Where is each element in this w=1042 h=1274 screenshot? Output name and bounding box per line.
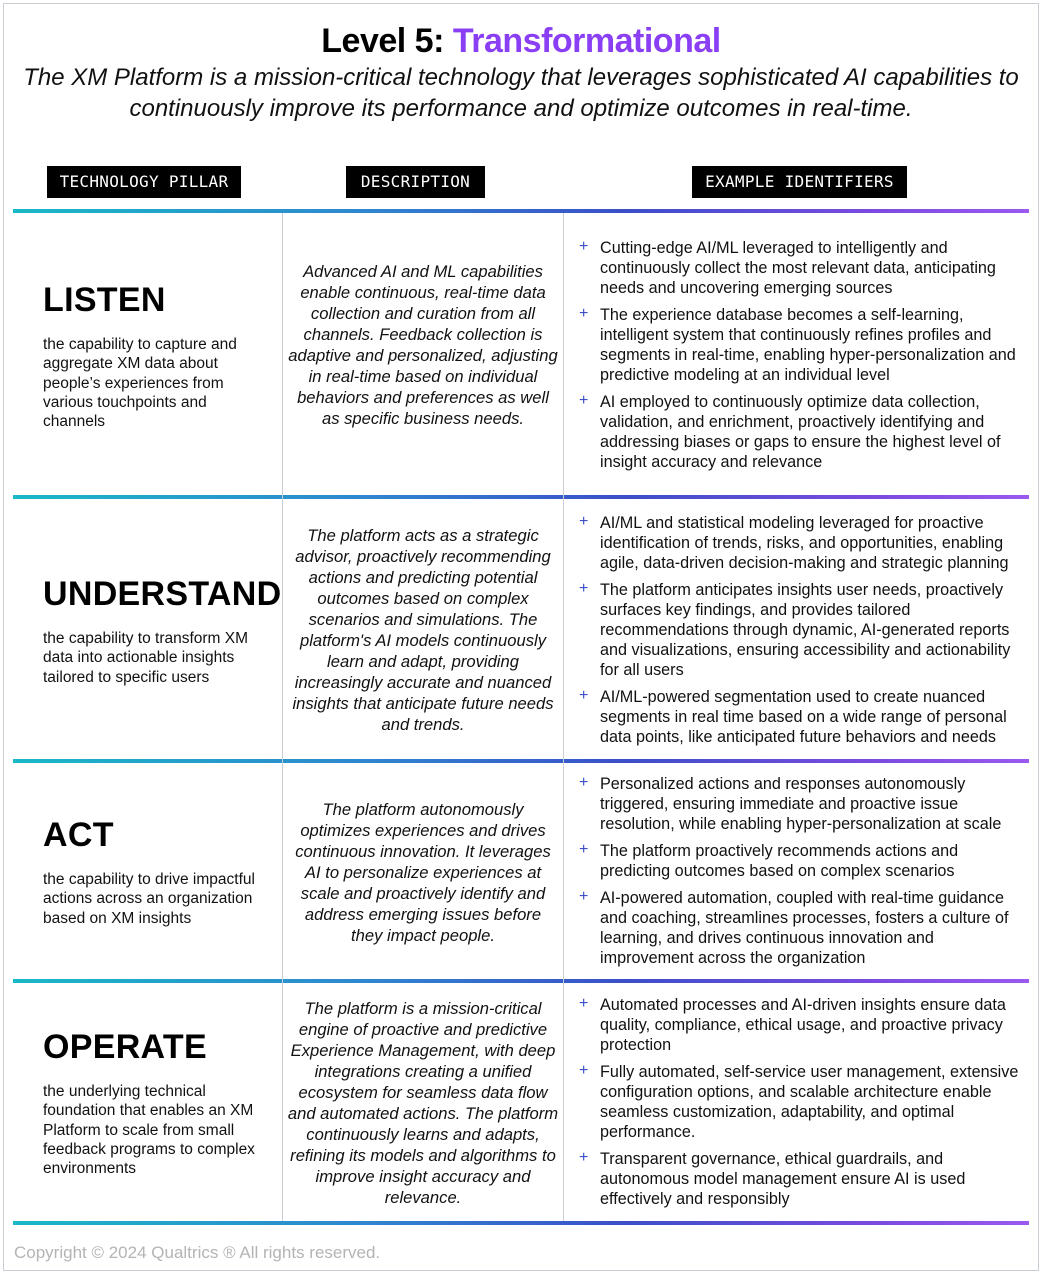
plus-icon: + [579, 305, 589, 322]
pillar-description: the capability to drive impactful actions across an organization based on XM insights [43, 871, 255, 927]
identifier-text: Fully automated, self-service user management, extensive configuration options, and scalable architecture enable seamless customization, adaptability, and optimal performance. [600, 1063, 1019, 1141]
column-separator [282, 213, 283, 1221]
identifier-text: The platform anticipates insights user needs, proactively surfaces key findings, and provides tailored recommendations through dynamic, AI-generated reports and visualizations, ensuring accessibility and actionability for all users [600, 581, 1011, 679]
column-header-identifiers: EXAMPLE IDENTIFIERS [692, 166, 907, 198]
page-subtitle: The XM Platform is a mission-critical technology that leverages sophisticated AI capabilities to continuously improve its performance and optimize outcomes in real-time. [23, 64, 1019, 122]
plus-icon: + [579, 513, 589, 530]
page-title [0, 22, 1042, 61]
plus-icon: + [579, 1062, 589, 1079]
identifier-list [578, 995, 1026, 1216]
identifier-text: The platform proactively recommends actions and predicting outcomes based on complex scenarios [600, 842, 959, 880]
list-item [578, 580, 1026, 680]
plus-icon: + [579, 995, 589, 1012]
list-item [578, 774, 1026, 834]
plus-icon: + [579, 687, 589, 704]
row-description: The platform autonomously optimizes experiences and drives continuous innovation. It leverages AI to personalize experiences at scale and proactively identify and address emerging issues before they impact people. [295, 800, 551, 945]
identifier-text: AI/ML-powered segmentation used to create nuanced segments in real time based on a wide range of personal data points, like anticipated future behaviors and needs [600, 688, 1007, 746]
column-header-description: DESCRIPTION [346, 166, 485, 198]
list-item [578, 995, 1026, 1055]
list-item [578, 841, 1026, 881]
identifier-text: Automated processes and AI-driven insights ensure data quality, compliance, ethical usage, and proactive privacy protection [600, 996, 1006, 1054]
identifier-text: Cutting-edge AI/ML leveraged to intelligently and continuously collect the most relevant data, anticipating needs and uncovering emerging sources [600, 239, 996, 297]
column-separator [563, 213, 564, 1221]
row-divider [13, 209, 1029, 213]
pillar-name: ACT [43, 816, 114, 854]
pillar-description: the underlying technical foundation that enables an XM Platform to scale from small feedback programs to complex environments [43, 1083, 255, 1178]
row-description: The platform acts as a strategic advisor, proactively recommending actions and predicting potential outcomes based on complex scenarios and simulations. The platform's AI models continuously learn and adapt, providing increasingly accurate and nuanced insights that anticipate future needs and trends. [292, 526, 554, 734]
column-header-pillar: TECHNOLOGY PILLAR [47, 166, 241, 198]
list-item [578, 1149, 1026, 1209]
plus-icon: + [579, 888, 589, 905]
pillar-description: the capability to transform XM data into actionable insights tailored to specific users [43, 630, 249, 686]
identifier-list [578, 513, 1026, 754]
list-item [578, 305, 1026, 385]
row-divider [13, 1221, 1029, 1225]
list-item [578, 238, 1026, 298]
row-divider [13, 979, 1029, 983]
list-item [578, 888, 1026, 968]
plus-icon: + [579, 238, 589, 255]
list-item [578, 1062, 1026, 1142]
identifier-text: AI-powered automation, coupled with real-time guidance and coaching, streamlines processes, fosters a culture of learning, and drives continuous innovation and improvement across the organization [600, 889, 1009, 967]
identifier-list [578, 238, 1026, 479]
title-accent: Transformational [452, 22, 721, 60]
plus-icon: + [579, 1149, 589, 1166]
pillar-name: LISTEN [43, 281, 166, 319]
plus-icon: + [579, 841, 589, 858]
list-item [578, 513, 1026, 573]
identifier-text: Personalized actions and responses autonomously triggered, ensuring immediate and proactive issue resolution, while enabling hyper-personalization at scale [600, 775, 1002, 833]
identifier-list [578, 774, 1026, 975]
identifier-text: AI/ML and statistical modeling leveraged for proactive identification of trends, risks, and opportunities, enabling agile, data-driven decision-making and strategic planning [600, 514, 1009, 572]
identifier-text: AI employed to continuously optimize data collection, validation, and enrichment, proactively identifying and addressing biases or gaps to ensure the highest level of insight accuracy and relevance [600, 393, 1001, 471]
pillar-name: OPERATE [43, 1028, 207, 1066]
copyright-notice: Copyright © 2024 Qualtrics ® All rights reserved. [14, 1243, 381, 1262]
identifier-text: Transparent governance, ethical guardrails, and autonomous model management ensure AI is used effectively and responsibly [600, 1150, 966, 1208]
pillar-description: the capability to capture and aggregate XM data about people’s experiences from various touchpoints and channels [43, 336, 237, 431]
row-divider [13, 495, 1029, 499]
plus-icon: + [579, 580, 589, 597]
pillar-name: UNDERSTAND [43, 575, 282, 613]
row-description: The platform is a mission-critical engine of proactive and predictive Experience Management, with deep integrations creating a unified ecosystem for seamless data flow and automated actions. The platform continuously learns and adapts, refining its models and algorithms to improve insight accuracy and relevance. [287, 999, 559, 1207]
row-divider [13, 759, 1029, 763]
identifier-text: The experience database becomes a self-learning, intelligent system that continuously refines profiles and segments in real-time, enabling hyper-personalization and predictive modeling at an individual level [600, 306, 1016, 384]
plus-icon: + [579, 392, 589, 409]
plus-icon: + [579, 774, 589, 791]
list-item [578, 392, 1026, 472]
list-item [578, 687, 1026, 747]
title-prefix: Level 5: [321, 22, 453, 60]
row-description: Advanced AI and ML capabilities enable continuous, real-time data collection and curation from all channels. Feedback collection is adaptive and personalized, adjusting in real-time based on individual behaviors and preferences as well as specific business needs. [288, 262, 558, 428]
